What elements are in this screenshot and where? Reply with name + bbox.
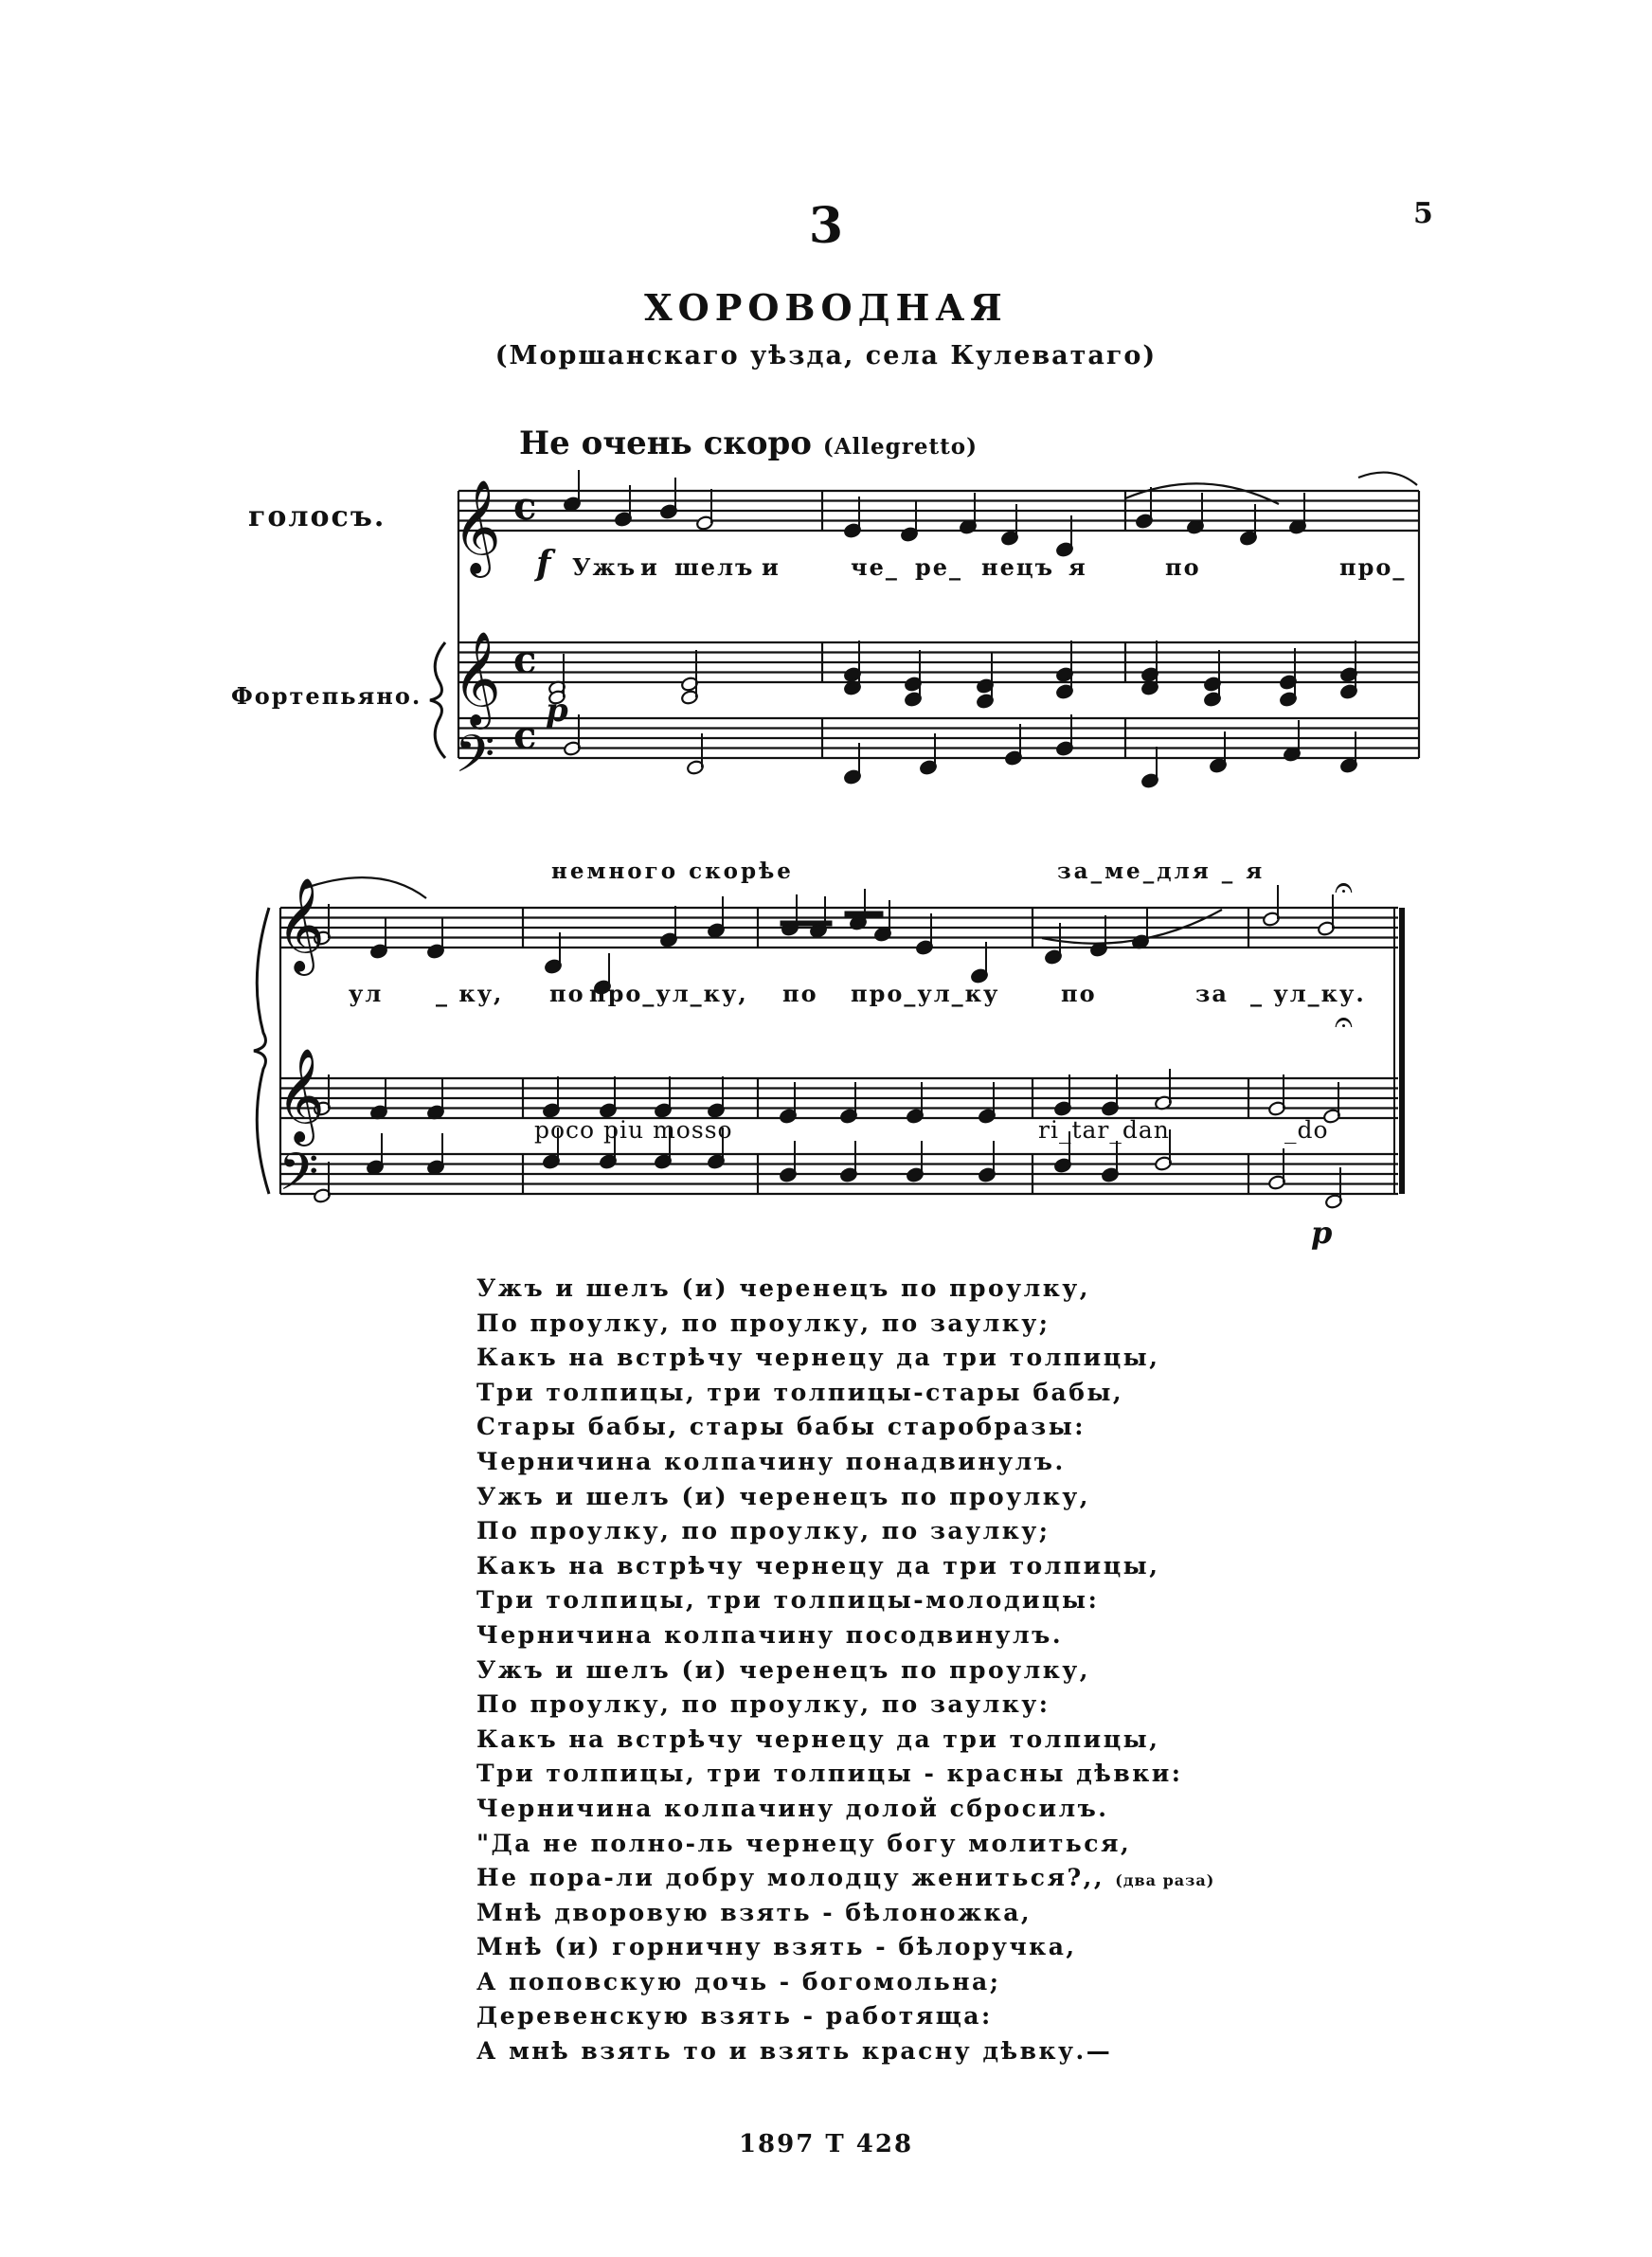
lyric-syllable: по [549, 980, 585, 1007]
poem-line: По проулку, по проулку, по заулку: [476, 1690, 1050, 1719]
poem-line: Мнѣ дворовую взять - бѣлоножка, [476, 1898, 1032, 1926]
lyric-syllable: и [762, 553, 781, 581]
poem-line: Три толпицы, три толпицы-молодицы: [476, 1586, 1100, 1615]
poem-line: Мнѣ (и) горничну взять - бѣлоручка, [476, 1933, 1077, 1961]
lyric-syllable: ре_ [915, 553, 963, 581]
treble-clef-icon: 𝄞 [277, 1048, 325, 1143]
lyric-syllable: _ ку, [436, 980, 504, 1007]
song-subtitle: (Моршанскаго уѣзда, села Кулеватаго) [494, 341, 1158, 370]
poem-line: Черничина колпачину долой сбросилъ. [476, 1794, 1109, 1822]
poem-line: Какъ на встрѣчу чернецу да три толпицы, [476, 1724, 1160, 1753]
lyric-syllable: нецъ [981, 553, 1054, 581]
dynamic-piano: p [546, 692, 568, 730]
score-lines [254, 473, 1419, 1194]
poem-line: Стары бабы, стары бабы старобразы: [476, 1413, 1086, 1441]
piano-part-label: Фортепьяно. [231, 682, 422, 710]
treble-clef-icon: 𝄞 [453, 631, 501, 726]
poem-line: Черничина колпачину понадвинулъ. [476, 1447, 1066, 1475]
piano-direction: ri_tar_dan [1038, 1116, 1170, 1144]
poem-line: Ужъ и шелъ (и) черенецъ по проулку, [476, 1482, 1091, 1510]
song-title: ХОРОВОДНАЯ [644, 286, 1008, 329]
lyric-syllable: по [782, 980, 818, 1007]
tempo-text: Не очень скоро [519, 424, 812, 462]
piano-direction: poco piu mosso [534, 1116, 733, 1144]
lyric-syllable: за [1195, 980, 1229, 1007]
poem-line: Три толпицы, три толпицы-стары бабы, [476, 1378, 1124, 1406]
poem-line: По проулку, по проулку, по заулку; [476, 1309, 1050, 1337]
poem-line: Три толпицы, три толпицы - красны дѣвки: [476, 1760, 1183, 1788]
fermata-icon: 𝄐 [1335, 869, 1353, 907]
poem-line: Деревенскую взять - работяща: [476, 2002, 993, 2031]
common-time-icon: c [513, 484, 537, 529]
tempo-italian: (Allegretto) [822, 434, 978, 460]
poem-line: А мнѣ взять то и взять красну дѣвку.— [476, 2037, 1113, 2066]
catalog-mark: 1897 Т 428 [738, 2130, 914, 2158]
poem-line [476, 1861, 1443, 1896]
repeat-note: (два раза) [1115, 1871, 1215, 1890]
lyric-syllable: про_ул_ку [851, 980, 1000, 1007]
lyric-syllable: я [1068, 553, 1087, 581]
poem-line: Ужъ и шелъ (и) черенецъ по проулку, [476, 1274, 1091, 1302]
poem-line: Какъ на встрѣчу чернецу да три толпицы, [476, 1551, 1160, 1580]
direction-slowing: за_ме_для _ я [1057, 858, 1266, 884]
voice-part-label: голосъ. [248, 500, 386, 533]
poem-line: Ужъ и шелъ (и) черенецъ по проулку, [476, 1655, 1091, 1684]
lyric-syllable: ул [349, 980, 384, 1007]
common-time-icon: c [513, 713, 537, 758]
poem-line-text: Не пора-ли добру молодцу жениться?,, [476, 1864, 1105, 1892]
lyric-syllable: и [640, 553, 659, 581]
bass-clef-icon: 𝄢 [455, 724, 495, 797]
lyric-syllable: Ужъ [572, 553, 637, 581]
lyric-syllable: про_ [1339, 553, 1407, 581]
lyric-syllable: _ ул_ку. [1250, 980, 1366, 1007]
piano-direction: _do [1284, 1116, 1329, 1144]
lyric-syllable: шелъ [674, 553, 755, 581]
slur-icon [1358, 473, 1417, 485]
poem-line: А поповскую дочь - богомольна; [476, 1967, 1001, 1995]
treble-clef-icon: 𝄞 [277, 877, 325, 972]
lyric-syllable: че_ [851, 553, 899, 581]
lyric-syllable: про_ул_ку, [589, 980, 748, 1007]
lyric-syllable: по [1061, 980, 1097, 1007]
treble-clef-icon: 𝄞 [453, 479, 501, 574]
poem-line: "Да не полно-ль чернецу богу молиться, [476, 1829, 1132, 1857]
bass-clef-icon: 𝄢 [278, 1142, 319, 1215]
poem-text [476, 1272, 1443, 2069]
poem-line: По проулку, по проулку, по заулку; [476, 1517, 1050, 1545]
song-number: 3 [808, 197, 844, 255]
piano-brace-icon [430, 642, 445, 758]
dynamic-forte: f [536, 544, 551, 584]
system-brace-icon [254, 908, 269, 1194]
page-number: 5 [1413, 197, 1433, 230]
dynamic-piano: p [1311, 1215, 1333, 1251]
common-time-icon: c [513, 638, 537, 682]
fermata-icon: 𝄐 [1335, 1003, 1353, 1041]
poem-line: Черничина колпачину посодвинулъ. [476, 1620, 1064, 1649]
direction-faster: немного скорѣе [551, 858, 794, 884]
score-clefs [277, 479, 1353, 1215]
poem-line: Какъ на встрѣчу чернецу да три толпицы, [476, 1344, 1160, 1372]
lyric-syllable: по [1165, 553, 1201, 581]
